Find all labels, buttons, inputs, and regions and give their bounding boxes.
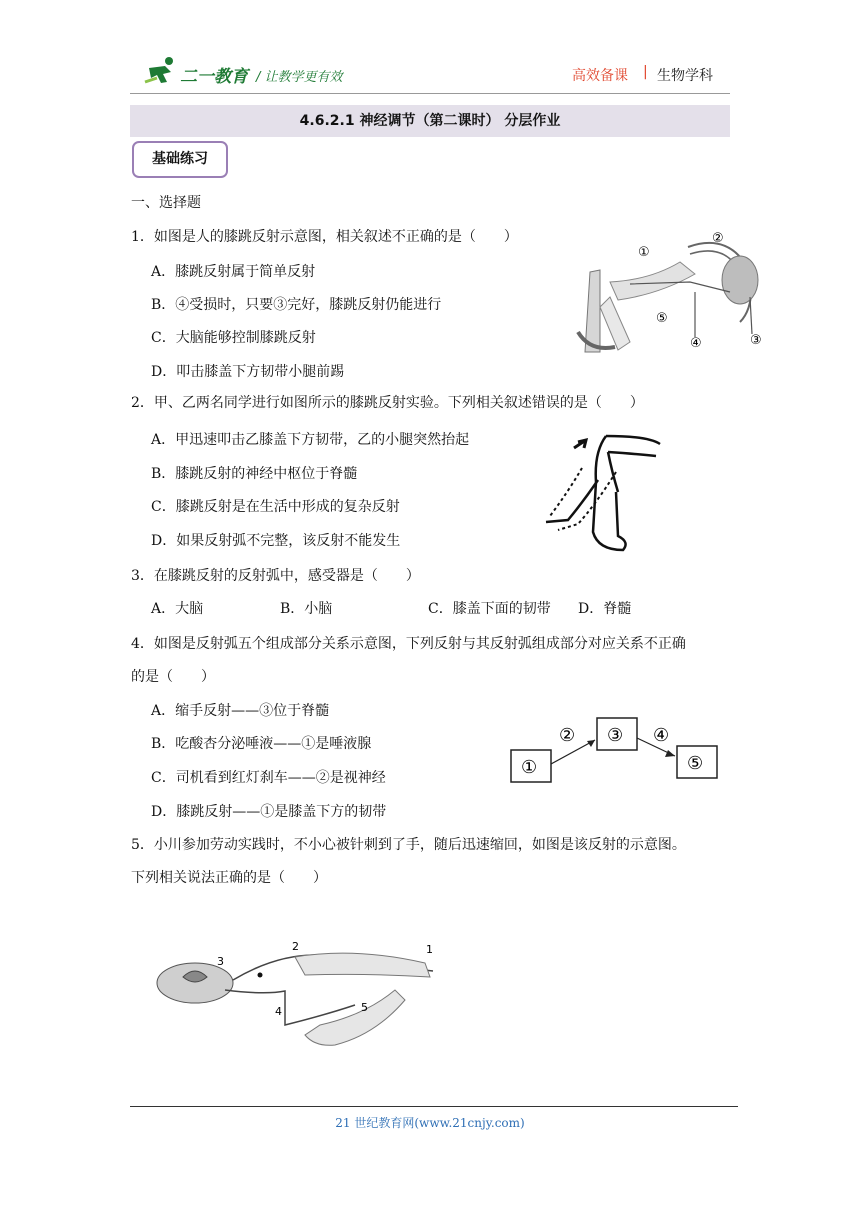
figure-5-label-5: 5 — [361, 1001, 368, 1014]
question-3-option-b: B．小脑 — [280, 601, 333, 617]
question-2-stem: 2．甲、乙两名同学进行如图所示的膝跳反射实验。下列相关叙述错误的是（ ） — [131, 395, 644, 411]
header-divider: | — [643, 64, 648, 80]
figure-5-label-4: 4 — [275, 1005, 282, 1018]
question-1-option-a: A．膝跳反射属于简单反射 — [151, 264, 316, 280]
question-5-stem-line-2: 下列相关说法正确的是（ ） — [131, 870, 327, 886]
question-3-stem: 3．在膝跳反射的反射弧中，感受器是（ ） — [131, 568, 420, 584]
diagram-label-3: ③ — [607, 725, 624, 746]
diagram-label-4: ④ — [653, 725, 670, 746]
diagram-label-1: ① — [521, 757, 538, 778]
diagram-label-5: ⑤ — [687, 753, 704, 774]
figure-1-label-5: ⑤ — [656, 311, 668, 326]
question-4-option-d: D．膝跳反射——①是膝盖下方的韧带 — [151, 804, 387, 820]
question-4-stem-line-1: 4．如图是反射弧五个组成部分关系示意图，下列反射与其反射弧组成部分对应关系不正确 — [131, 636, 686, 652]
question-4-option-b: B．吃酸杏分泌唾液——①是唾液腺 — [151, 736, 372, 752]
question-1-option-c: C．大脑能够控制膝跳反射 — [151, 330, 316, 346]
figure-5-label-3: 3 — [217, 955, 224, 968]
question-5-stem-line-1: 5．小川参加劳动实践时，不小心被针刺到了手，随后迅速缩回，如图是该反射的示意图。 — [131, 837, 686, 853]
logo-text: 二一教育 — [180, 67, 248, 87]
figure-1-label-2: ② — [712, 231, 724, 246]
footer-rule — [130, 1106, 738, 1107]
header-primary-label: 高效备课 — [572, 68, 628, 84]
header-subject-label: 生物学科 — [657, 68, 713, 84]
figure-1-label-3: ③ — [750, 333, 762, 348]
footer-text: 21 世纪教育网(www.21cnjy.com) — [335, 1116, 525, 1130]
runner-logo-icon — [143, 56, 179, 86]
part-heading: 一、选择题 — [131, 195, 201, 211]
figure-5-label-2: 2 — [292, 940, 299, 953]
header — [0, 0, 860, 95]
knee-jerk-experiment-figure — [538, 432, 663, 557]
question-3-option-d: D．脊髓 — [578, 601, 632, 617]
figure-1-label-4: ④ — [690, 336, 702, 351]
diagram-label-2: ② — [559, 725, 576, 746]
question-3-option-c: C．膝盖下面的韧带 — [428, 601, 551, 617]
question-4-option-a: A．缩手反射——③位于脊髓 — [151, 703, 330, 719]
slogan: / 让教学更有效 — [256, 70, 343, 85]
hand-withdrawal-reflex-figure — [155, 935, 455, 1060]
question-2-option-a: A．甲迅速叩击乙膝盖下方韧带，乙的小腿突然抬起 — [151, 432, 470, 448]
page-title: 4.6.2.1 神经调节（第二课时） 分层作业 — [299, 113, 561, 129]
reflex-arc-flow-diagram — [505, 712, 725, 787]
question-2-option-b: B．膝跳反射的神经中枢位于脊髓 — [151, 466, 358, 482]
question-2-option-d: D．如果反射弧不完整，该反射不能发生 — [151, 533, 401, 549]
question-2-option-c: C．膝跳反射是在生活中形成的复杂反射 — [151, 499, 400, 515]
title-bar — [130, 105, 730, 137]
figure-5-label-1: 1 — [426, 943, 433, 956]
spinal-cord-section — [157, 963, 233, 1003]
figure-1-label-1: ① — [638, 245, 650, 260]
question-1-option-d: D．叩击膝盖下方韧带小腿前踢 — [151, 364, 345, 380]
question-1-stem: 1．如图是人的膝跳反射示意图，相关叙述不正确的是（ ） — [131, 229, 518, 245]
question-4-option-c: C．司机看到红灯刹车——②是视神经 — [151, 770, 386, 786]
knee-jerk-reflex-figure — [570, 222, 770, 357]
section-label: 基础练习 — [132, 141, 228, 178]
question-3-option-a: A．大脑 — [151, 601, 204, 617]
header-rule — [130, 93, 730, 94]
question-4-stem-line-2: 的是（ ） — [131, 669, 215, 685]
question-1-option-b: B．④受损时，只要③完好，膝跳反射仍能进行 — [151, 297, 442, 313]
